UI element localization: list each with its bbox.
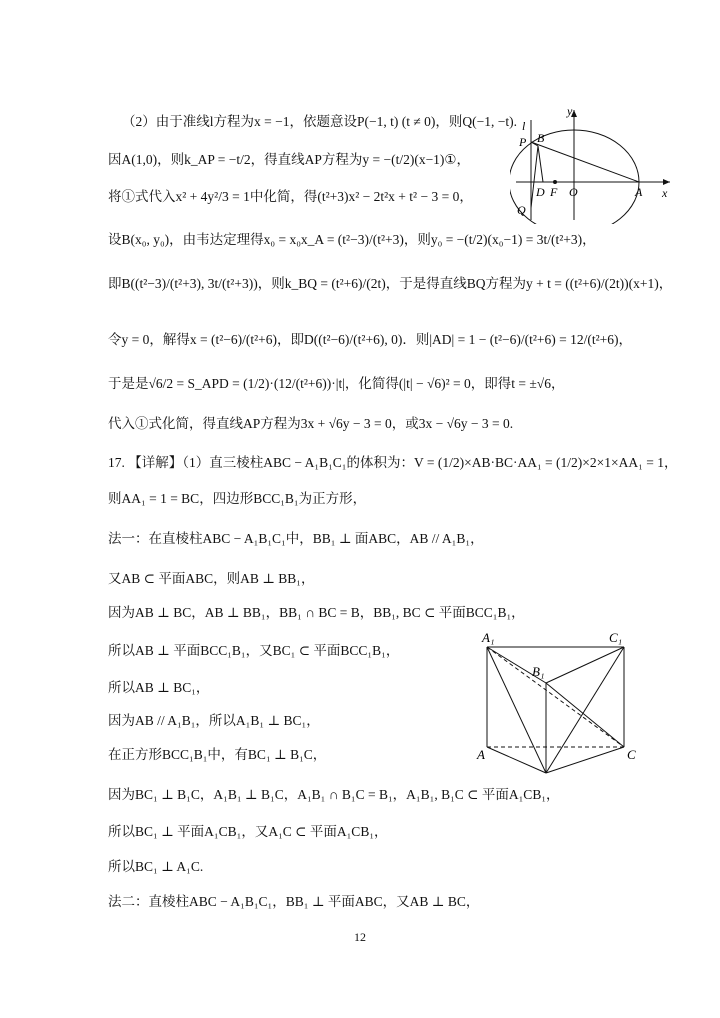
fig2-label-C1: C₁ (609, 630, 623, 645)
text-line-2: 因A(1,0)，则k_AP = −t/2，得直线AP方程为y = −(t/2)(x−1)①， (108, 152, 471, 167)
text-line-12: 又AB ⊂ 平面ABC，则AB ⊥ BB₁， (108, 571, 315, 586)
text-line-11: 法一：在直棱柱ABC − A₁B₁C₁中，BB₁ ⊥ 面ABC，AB // A₁B₁， (108, 531, 484, 546)
fig2-label-A: A (477, 747, 485, 762)
text-line-4: 设B(x₀, y₀)，由韦达定理得x₀ = x₀x_A = (t²−3)/(t²+3)，则y₀ = −(t/2)(x₀−1) = 3t/(t²+3)， (108, 232, 596, 247)
fig1-label-F: F (550, 185, 558, 199)
text-line-19: 所以BC₁ ⊥ 平面A₁CB₁，又A₁C ⊂ 平面A₁CB₁， (108, 824, 388, 839)
text-line-6: 令y = 0，解得x = (t²−6)/(t²+6)，即D((t²−6)/(t²+6), 0)．则|AD| = 1 − (t²−6)/(t²+6) = 12/(t²+6)， (108, 332, 633, 347)
text-line-17: 在正方形BCC₁B₁中，有BC₁ ⊥ B₁C， (108, 747, 327, 762)
fig2-label-B1: B₁ (532, 664, 545, 679)
fig1-label-Q: Q (517, 203, 526, 217)
fig1-label-D: D (536, 185, 545, 199)
prism-figure (474, 628, 644, 778)
text-line-20: 所以BC₁ ⊥ A₁C. (108, 859, 204, 874)
fig1-label-O: O (569, 185, 578, 199)
text-line-13: 因为AB ⊥ BC，AB ⊥ BB₁，BB₁ ∩ BC = B，BB₁, BC ⊂ 平面BCC₁B₁， (108, 605, 525, 620)
fig1-label-x: x (662, 186, 668, 200)
fig1-label-l: l (522, 119, 526, 133)
text-line-14: 所以AB ⊥ 平面BCC₁B₁，又BC₁ ⊂ 平面BCC₁B₁， (108, 643, 400, 658)
fig2-label-C: C (627, 747, 636, 762)
text-line-21: 法二：直棱柱ABC − A₁B₁C₁，BB₁ ⊥ 平面ABC，又AB ⊥ BC， (108, 894, 480, 909)
fig1-label-B: B (537, 131, 545, 145)
text-line-3: 将①式代入x² + 4y²/3 = 1中化简，得(t²+3)x² − 2t²x + t² − 3 = 0， (108, 189, 473, 204)
text-line-9: 17. 【详解】（1）直三棱柱ABC − A₁B₁C₁的体积为：V = (1/2)×AB·BC·AA₁ = (1/2)×2×1×AA₁ = 1， (108, 455, 678, 470)
text-line-10: 则AA₁ = 1 = BC，四边形BCC₁B₁为正方形， (108, 491, 367, 506)
text-line-8: 代入①式化简，得直线AP方程为3x + √6y − 3 = 0，或3x − √6y − 3 = 0. (108, 416, 514, 431)
fig1-label-y: y (567, 104, 573, 118)
page-number: 12 (354, 930, 366, 944)
text-line-5: 即B((t²−3)/(t²+3), 3t/(t²+3))，则k_BQ = (t²+6)/(2t)，于是得直线BQ方程为y + t = ((t²+6)/(2t))(x+1)， (108, 276, 673, 291)
text-line-15: 所以AB ⊥ BC₁， (108, 680, 210, 695)
ellipse-figure (510, 102, 675, 224)
text-line-16: 因为AB // A₁B₁，所以A₁B₁ ⊥ BC₁， (108, 713, 320, 728)
text-line-18: 因为BC₁ ⊥ B₁C，A₁B₁ ⊥ B₁C，A₁B₁ ∩ B₁C = B₁，A₁B₁, B₁C ⊂ 平面A₁CB₁， (108, 787, 560, 802)
text-line-7: 于是是√6/2 = S_APD = (1/2)·(12/(t²+6))·|t|，化简得(|t| − √6)² = 0，即得t = ±√6， (108, 376, 565, 391)
fig1-label-P: P (519, 135, 527, 149)
fig2-label-A1: A₁ (482, 630, 495, 645)
fig1-label-A: A (635, 185, 643, 199)
text-line-1: （2）由于准线l方程为x = −1，依题意设P(−1, t) (t ≠ 0)，则Q(−1, −t). (122, 114, 517, 129)
